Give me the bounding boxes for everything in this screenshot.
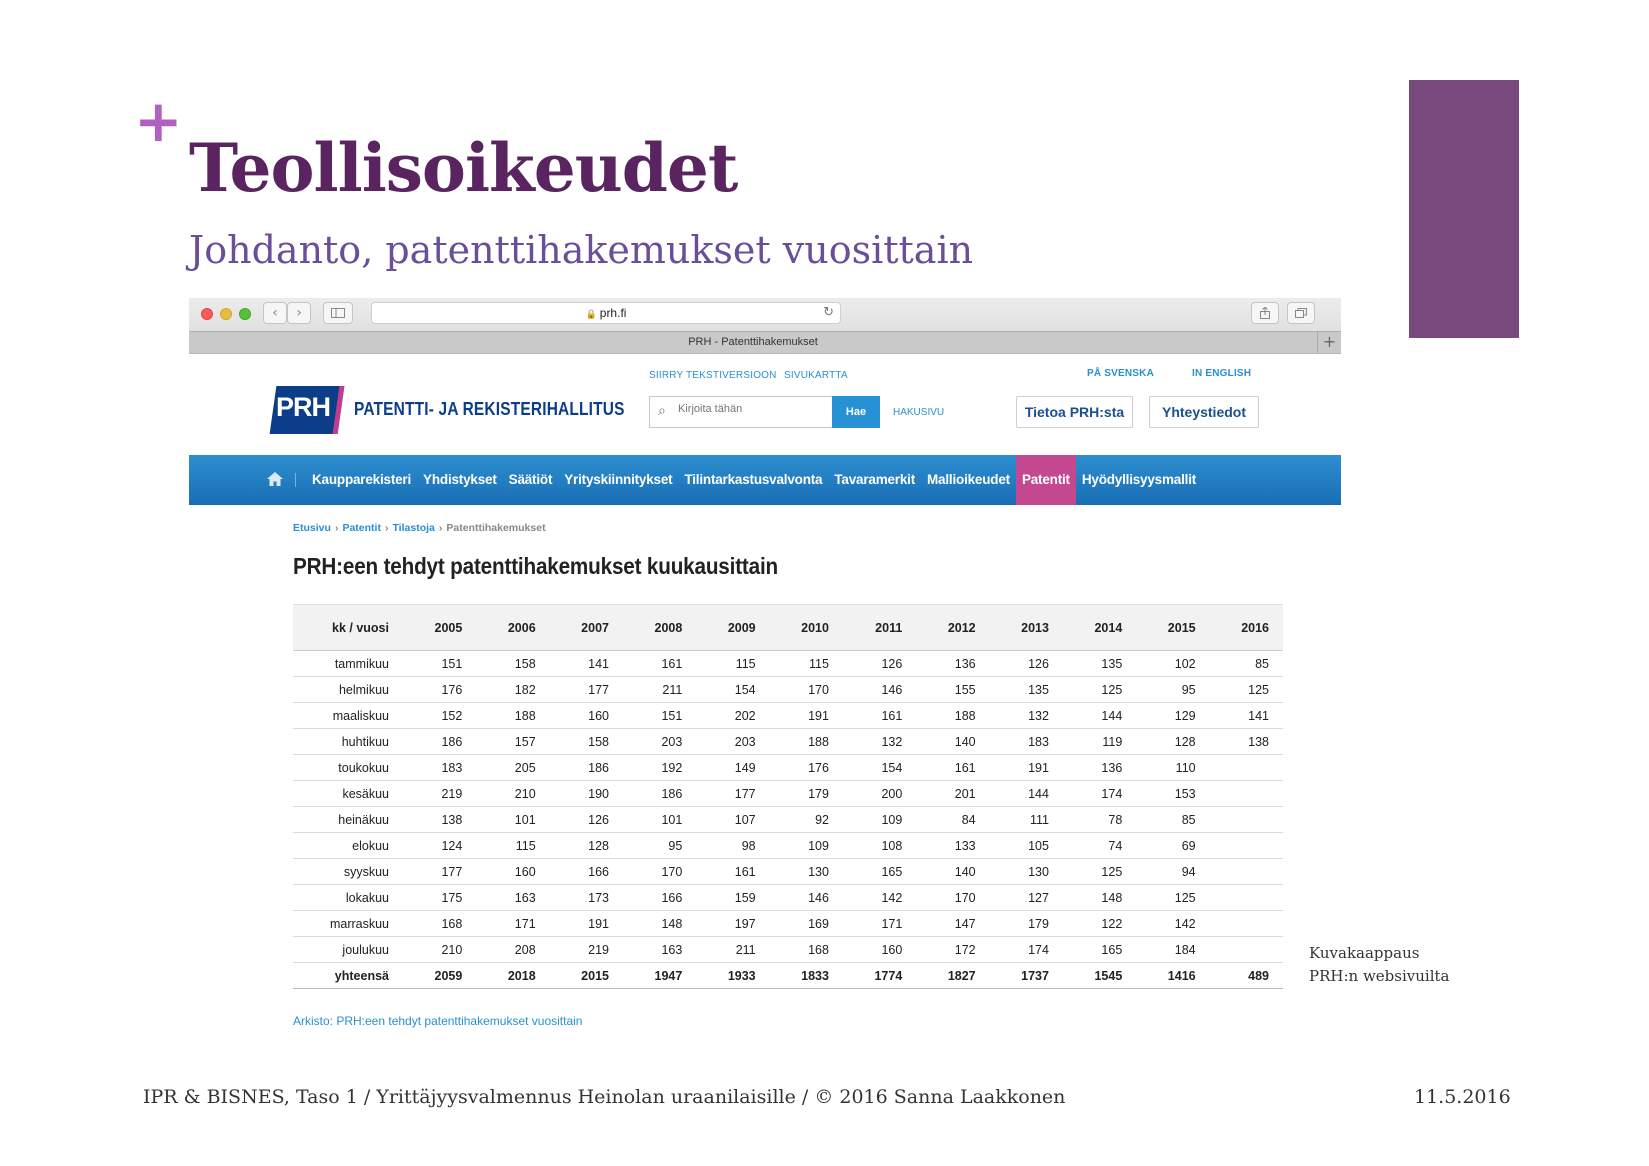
sitemap-link[interactable]: SIVUKARTTA	[784, 370, 848, 381]
table-cell: 147	[916, 911, 989, 937]
table-cell: 154	[843, 755, 916, 781]
nav-item-tavaramerkit[interactable]: Tavaramerkit	[834, 472, 916, 487]
table-cell: 101	[476, 807, 549, 833]
screenshot-caption	[1309, 942, 1449, 988]
column-header-year: 2014	[1063, 605, 1136, 651]
table-cell: 109	[770, 833, 843, 859]
table-row	[293, 703, 1283, 729]
accent-bar	[1409, 80, 1519, 338]
column-header-year: 2015	[1136, 605, 1209, 651]
column-header-year: 2005	[403, 605, 476, 651]
table-cell	[1210, 755, 1283, 781]
table-cell: 1833	[770, 963, 843, 989]
table-cell: 127	[990, 885, 1063, 911]
website-screenshot	[189, 298, 1341, 1038]
table-cell: 126	[550, 807, 623, 833]
table-cell: 175	[403, 885, 476, 911]
nav-item-mallioikeudet[interactable]: Mallioikeudet	[927, 472, 1010, 487]
patent-applications-table	[293, 604, 1283, 989]
table-cell: 69	[1136, 833, 1209, 859]
table-cell: 179	[990, 911, 1063, 937]
table-cell: 205	[476, 755, 549, 781]
back-button[interactable]: ‹	[263, 302, 287, 324]
table-cell: 489	[1210, 963, 1283, 989]
table-cell	[1210, 807, 1283, 833]
prh-logo-text: PRH	[276, 392, 331, 422]
text-version-link[interactable]: SIIRRY TEKSTIVERSIOON	[649, 370, 777, 381]
table-cell: 151	[403, 651, 476, 677]
table-cell: 125	[1210, 677, 1283, 703]
table-cell: 151	[623, 703, 696, 729]
minimize-window-icon[interactable]	[220, 308, 232, 320]
table-cell: 170	[770, 677, 843, 703]
table-cell: 1737	[990, 963, 1063, 989]
slide-title: Teollisoikeudet	[189, 129, 738, 207]
breadcrumb	[293, 522, 546, 534]
table-cell: 157	[476, 729, 549, 755]
table-cell: 1416	[1136, 963, 1209, 989]
table-cell: 1545	[1063, 963, 1136, 989]
table-cell: 210	[476, 781, 549, 807]
table-cell: 130	[770, 859, 843, 885]
table-cell: 148	[623, 911, 696, 937]
breadcrumb-patentit[interactable]: Patentit	[342, 522, 381, 534]
search-input[interactable]	[678, 403, 828, 415]
table-cell: 126	[990, 651, 1063, 677]
table-cell: 1933	[696, 963, 769, 989]
table-cell: 163	[476, 885, 549, 911]
table-cell: 161	[623, 651, 696, 677]
table-cell: 108	[843, 833, 916, 859]
breadcrumb-separator: ›	[384, 522, 389, 534]
table-cell: 176	[403, 677, 476, 703]
table-row	[293, 859, 1283, 885]
row-label: lokakuu	[293, 885, 403, 911]
caption-line-2: PRH:n websivuilta	[1309, 967, 1450, 985]
table-head	[293, 605, 1283, 651]
table-cell: 161	[916, 755, 989, 781]
nav-item-kaupparekisteri[interactable]: Kaupparekisteri	[312, 472, 412, 487]
row-label: joulukuu	[293, 937, 403, 963]
browser-chrome	[189, 298, 1341, 354]
table-row	[293, 833, 1283, 859]
table-cell	[1210, 781, 1283, 807]
table-cell: 219	[403, 781, 476, 807]
new-tab-button[interactable]: +	[1317, 332, 1341, 353]
breadcrumb-etusivu[interactable]: Etusivu	[293, 522, 331, 534]
table-cell: 169	[770, 911, 843, 937]
table-cell: 101	[623, 807, 696, 833]
table-cell: 158	[550, 729, 623, 755]
table-cell: 210	[403, 937, 476, 963]
table-cell: 78	[1063, 807, 1136, 833]
table-cell: 125	[1136, 885, 1209, 911]
table-cell: 98	[696, 833, 769, 859]
slide-date: 11.5.2016	[1414, 1086, 1511, 1108]
table-cell: 173	[550, 885, 623, 911]
table-cell: 110	[1136, 755, 1209, 781]
table-cell: 191	[770, 703, 843, 729]
table-cell: 136	[916, 651, 989, 677]
column-header-year: 2013	[990, 605, 1063, 651]
table-cell: 2059	[403, 963, 476, 989]
row-label: heinäkuu	[293, 807, 403, 833]
table-cell: 109	[843, 807, 916, 833]
table-cell: 168	[403, 911, 476, 937]
breadcrumb-tilastoja[interactable]: Tilastoja	[392, 522, 435, 534]
table-cell: 168	[770, 937, 843, 963]
table-cell: 203	[696, 729, 769, 755]
breadcrumb-current: Patenttihakemukset	[446, 522, 546, 534]
table-cell: 125	[1063, 677, 1136, 703]
search-button[interactable]: Hae	[832, 396, 880, 428]
table-cell: 115	[476, 833, 549, 859]
table-cell: 132	[990, 703, 1063, 729]
nav-item-yhdistykset[interactable]: Yhdistykset	[423, 472, 497, 487]
swedish-link[interactable]: PÅ SVENSKA	[1087, 368, 1155, 379]
table-cell: 219	[550, 937, 623, 963]
row-label: kesäkuu	[293, 781, 403, 807]
row-label: toukokuu	[293, 755, 403, 781]
column-header-year: 2006	[476, 605, 549, 651]
table-cell: 171	[843, 911, 916, 937]
home-icon[interactable]	[265, 469, 285, 489]
table-cell: 136	[1063, 755, 1136, 781]
table-row	[293, 729, 1283, 755]
org-name: PATENTTI- JA REKISTERIHALLITUS	[354, 399, 625, 419]
table-body	[293, 651, 1283, 989]
table-cell: 138	[1210, 729, 1283, 755]
table-cell: 184	[1136, 937, 1209, 963]
forward-button[interactable]: ›	[287, 302, 311, 324]
table-cell: 2015	[550, 963, 623, 989]
tabs-overview-button[interactable]	[1287, 302, 1315, 324]
table-cell: 135	[1063, 651, 1136, 677]
tabs-icon	[1295, 308, 1307, 318]
table-cell: 111	[990, 807, 1063, 833]
table-cell: 126	[843, 651, 916, 677]
table-total-row	[293, 963, 1283, 989]
table-cell: 170	[916, 885, 989, 911]
table-cell: 171	[476, 911, 549, 937]
table-cell: 148	[1063, 885, 1136, 911]
caption-line-1: Kuvakaappaus	[1309, 944, 1420, 962]
table-cell: 183	[403, 755, 476, 781]
table-cell: 159	[696, 885, 769, 911]
column-header-year: 2016	[1210, 605, 1283, 651]
address-text: prh.fi	[599, 306, 627, 320]
table-cell: 95	[623, 833, 696, 859]
table-row	[293, 651, 1283, 677]
table-cell: 95	[1136, 677, 1209, 703]
table-cell: 191	[990, 755, 1063, 781]
main-navigation	[189, 455, 1341, 505]
table-cell	[1210, 885, 1283, 911]
table-row	[293, 807, 1283, 833]
column-header-year: 2011	[843, 605, 916, 651]
table-row	[293, 885, 1283, 911]
table-cell: 152	[403, 703, 476, 729]
table-cell: 202	[696, 703, 769, 729]
table-header-row	[293, 605, 1283, 651]
table-cell: 154	[696, 677, 769, 703]
table-cell: 105	[990, 833, 1063, 859]
table-cell: 177	[550, 677, 623, 703]
nav-item-saatiot[interactable]: Säätiöt	[508, 472, 553, 487]
table-cell: 211	[623, 677, 696, 703]
table-cell: 144	[1063, 703, 1136, 729]
table-cell: 115	[696, 651, 769, 677]
table-row	[293, 677, 1283, 703]
row-label: tammikuu	[293, 651, 403, 677]
table-cell: 149	[696, 755, 769, 781]
table-cell: 174	[1063, 781, 1136, 807]
table-cell: 153	[1136, 781, 1209, 807]
table-cell	[1210, 859, 1283, 885]
breadcrumb-separator: ›	[334, 522, 339, 534]
table-cell: 141	[550, 651, 623, 677]
table-cell: 107	[696, 807, 769, 833]
search-field	[649, 396, 832, 428]
table-cell: 128	[1136, 729, 1209, 755]
sidebar-icon	[331, 308, 345, 318]
row-label: yhteensä	[293, 963, 403, 989]
search-page-link[interactable]: HAKUSIVU	[893, 407, 945, 418]
table-cell: 161	[696, 859, 769, 885]
table-cell: 192	[623, 755, 696, 781]
archive-link[interactable]: Arkisto: PRH:een tehdyt patenttihakemukset vuosittain	[293, 1014, 583, 1028]
table-cell: 172	[916, 937, 989, 963]
table-cell: 160	[843, 937, 916, 963]
table-cell: 174	[990, 937, 1063, 963]
sidebar-toggle-button[interactable]	[323, 302, 353, 324]
table-cell	[1210, 937, 1283, 963]
table-cell: 130	[990, 859, 1063, 885]
table-cell: 182	[476, 677, 549, 703]
table-cell: 160	[476, 859, 549, 885]
table-cell: 1774	[843, 963, 916, 989]
table-cell: 115	[770, 651, 843, 677]
table-cell: 1947	[623, 963, 696, 989]
table-cell: 177	[696, 781, 769, 807]
table-cell: 142	[843, 885, 916, 911]
table-cell: 186	[403, 729, 476, 755]
table-cell: 155	[916, 677, 989, 703]
contact-button[interactable]: Yhteystiedot	[1149, 396, 1259, 428]
table-cell: 129	[1136, 703, 1209, 729]
tab-strip	[189, 331, 1341, 353]
table-cell: 190	[550, 781, 623, 807]
table-cell: 140	[916, 859, 989, 885]
tab-title[interactable]: PRH - Patenttihakemukset	[688, 336, 818, 348]
table-cell: 135	[990, 677, 1063, 703]
column-header-year: 2008	[623, 605, 696, 651]
column-header-year: 2010	[770, 605, 843, 651]
table-cell: 211	[696, 937, 769, 963]
column-header-year: 2007	[550, 605, 623, 651]
table-cell: 140	[916, 729, 989, 755]
table-cell: 161	[843, 703, 916, 729]
search-icon: ⌕	[658, 403, 666, 419]
nav-item-hyodyllisyysmallit[interactable]: Hyödyllisyysmallit	[1081, 472, 1197, 487]
table-cell: 74	[1063, 833, 1136, 859]
table-cell: 138	[403, 807, 476, 833]
column-header-year: 2012	[916, 605, 989, 651]
table-cell: 144	[990, 781, 1063, 807]
table-cell: 146	[843, 677, 916, 703]
table-cell: 208	[476, 937, 549, 963]
table-cell: 146	[770, 885, 843, 911]
nav-item-patentit[interactable]: Patentit	[1016, 455, 1076, 505]
slide-footer: IPR & BISNES, Taso 1 / Yrittäjyysvalmennus Heinolan uraanilaisille / © 2016 Sanna Laakkonen	[143, 1086, 1066, 1108]
table-cell: 94	[1136, 859, 1209, 885]
table-row	[293, 781, 1283, 807]
table-cell	[1210, 911, 1283, 937]
table-cell: 179	[770, 781, 843, 807]
table-cell: 128	[550, 833, 623, 859]
table-cell: 188	[916, 703, 989, 729]
table-cell: 132	[843, 729, 916, 755]
table-cell: 166	[550, 859, 623, 885]
table-cell: 125	[1063, 859, 1136, 885]
table-cell: 188	[770, 729, 843, 755]
table-cell: 84	[916, 807, 989, 833]
table-cell: 158	[476, 651, 549, 677]
table-cell: 188	[476, 703, 549, 729]
row-label: helmikuu	[293, 677, 403, 703]
table-cell: 191	[550, 911, 623, 937]
english-link[interactable]: IN ENGLISH	[1192, 368, 1252, 379]
table-cell: 165	[843, 859, 916, 885]
share-icon	[1260, 307, 1270, 319]
nav-item-yrityskiinnitykset[interactable]: Yrityskiinnitykset	[564, 472, 673, 487]
close-window-icon[interactable]	[201, 308, 213, 320]
row-label: marraskuu	[293, 911, 403, 937]
table-cell: 133	[916, 833, 989, 859]
table-cell: 92	[770, 807, 843, 833]
table-cell: 122	[1063, 911, 1136, 937]
table-cell: 176	[770, 755, 843, 781]
table-row	[293, 937, 1283, 963]
row-label: huhtikuu	[293, 729, 403, 755]
column-header-year: 2009	[696, 605, 769, 651]
table-cell: 85	[1210, 651, 1283, 677]
table-cell: 85	[1136, 807, 1209, 833]
table-row	[293, 911, 1283, 937]
row-label: maaliskuu	[293, 703, 403, 729]
about-button[interactable]: Tietoa PRH:sta	[1016, 396, 1133, 428]
table-cell: 165	[1063, 937, 1136, 963]
table-row	[293, 755, 1283, 781]
table-cell: 186	[550, 755, 623, 781]
row-label: elokuu	[293, 833, 403, 859]
table-cell: 102	[1136, 651, 1209, 677]
nav-items	[306, 455, 1202, 505]
table-cell	[1210, 833, 1283, 859]
table-cell: 170	[623, 859, 696, 885]
nav-item-tilintarkastusvalvonta[interactable]: Tilintarkastusvalvonta	[684, 472, 823, 487]
table-cell: 141	[1210, 703, 1283, 729]
table-cell: 124	[403, 833, 476, 859]
lock-icon: 🔒	[585, 310, 597, 320]
table-cell: 201	[916, 781, 989, 807]
table-cell: 163	[623, 937, 696, 963]
table-cell: 203	[623, 729, 696, 755]
plus-icon: +	[134, 87, 183, 155]
table-cell: 177	[403, 859, 476, 885]
table-cell: 142	[1136, 911, 1209, 937]
maximize-window-icon[interactable]	[239, 308, 251, 320]
table-cell: 200	[843, 781, 916, 807]
share-button[interactable]	[1251, 302, 1279, 324]
table-cell: 166	[623, 885, 696, 911]
table-cell: 197	[696, 911, 769, 937]
table-cell: 2018	[476, 963, 549, 989]
table-cell: 183	[990, 729, 1063, 755]
page-heading: PRH:een tehdyt patenttihakemukset kuukausittain	[293, 553, 779, 579]
slide-subtitle: Johdanto, patenttihakemukset vuosittain	[189, 228, 974, 272]
nav-divider	[295, 473, 296, 487]
reload-icon[interactable]: ↻	[823, 305, 834, 320]
table-cell: 160	[550, 703, 623, 729]
row-label: syyskuu	[293, 859, 403, 885]
column-header-month: kk / vuosi	[293, 605, 403, 651]
table-cell: 119	[1063, 729, 1136, 755]
breadcrumb-separator: ›	[438, 522, 443, 534]
table-cell: 1827	[916, 963, 989, 989]
table-cell: 186	[623, 781, 696, 807]
address-bar[interactable]	[371, 302, 841, 324]
